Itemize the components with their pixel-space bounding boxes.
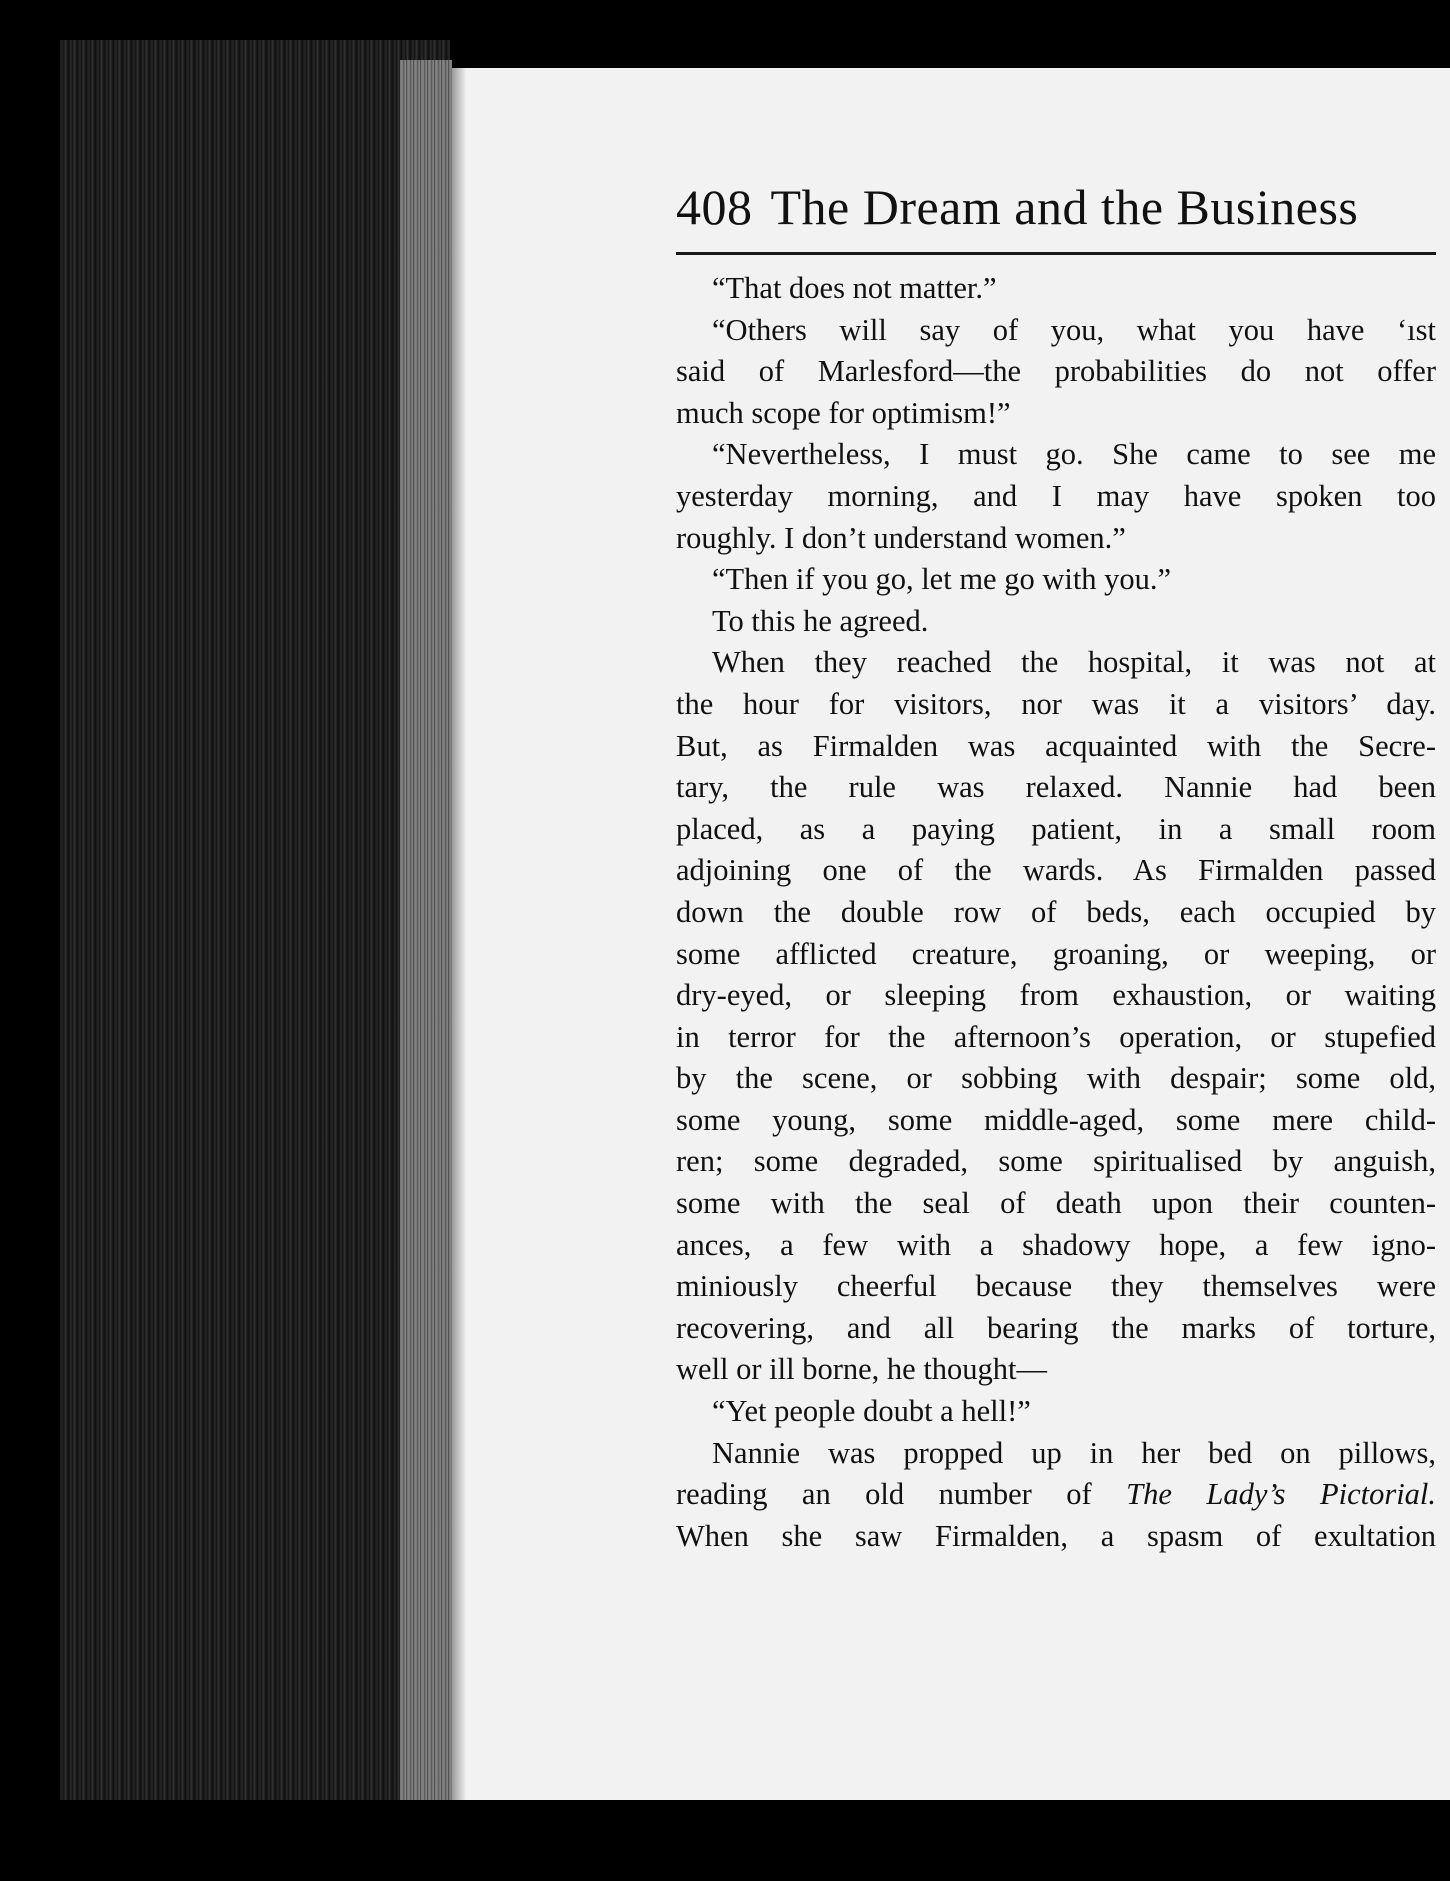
text-line: recovering, and all bearing the marks of torture, xyxy=(676,1310,1436,1345)
text-line: Nannie was propped up in her bed on pillows, xyxy=(712,1435,1436,1470)
body-text xyxy=(676,268,1436,1557)
text-line: “That does not matter.” xyxy=(712,271,997,305)
text-line: placed, as a paying patient, in a small room xyxy=(676,811,1436,846)
text-line: “Nevertheless, I must go. She came to see me xyxy=(712,437,1436,472)
text-line: in terror for the afternoon’s operation, or stupefied xyxy=(676,1019,1436,1054)
text-line: When she saw Firmalden, a spasm of exultation xyxy=(676,1518,1436,1553)
text-line: by the scene, or sobbing with despair; some old, xyxy=(676,1061,1436,1096)
text-fragment: reading an old number of xyxy=(676,1477,1092,1512)
text-line: some young, some middle-aged, some mere child- xyxy=(676,1102,1436,1137)
book-fore-edge xyxy=(400,60,452,1800)
text-line: miniously cheerful because they themselves were xyxy=(676,1269,1436,1304)
text-line: said of Marlesford—the probabilities do not offer xyxy=(676,354,1436,389)
periodical-title: The Lady’s Pictorial. xyxy=(1126,1477,1436,1512)
book-page-stack xyxy=(60,40,450,1800)
text-line: some with the seal of death upon their counten- xyxy=(676,1186,1436,1221)
text-line: yesterday morning, and I may have spoken too xyxy=(676,478,1436,513)
text-line: some afflicted creature, groaning, or weeping, or xyxy=(676,936,1436,971)
text-line: ances, a few with a shadowy hope, a few igno- xyxy=(676,1227,1436,1262)
text-line: dry-eyed, or sleeping from exhaustion, or waiting xyxy=(676,978,1436,1013)
text-line: well or ill borne, he thought— xyxy=(676,1352,1048,1387)
text-line: tary, the rule was relaxed. Nannie had been xyxy=(676,770,1436,805)
text-line: adjoining one of the wards. As Firmalden passed xyxy=(676,853,1436,888)
page-gutter-shadow xyxy=(452,68,466,1800)
text-line: down the double row of beds, each occupied by xyxy=(676,894,1436,929)
text-line: To this he agreed. xyxy=(712,603,929,638)
text-line: the hour for visitors, nor was it a visitors’ day. xyxy=(676,686,1436,721)
text-line: much scope for optimism!” xyxy=(676,395,1011,430)
header-rule xyxy=(676,252,1436,255)
text-line: When they reached the hospital, it was not at xyxy=(712,645,1436,680)
running-title: The Dream and the Business xyxy=(770,179,1359,235)
text-line: “Then if you go, let me go with you.” xyxy=(712,562,1172,597)
text-line: But, as Firmalden was acquainted with the Secre- xyxy=(676,728,1436,763)
text-line: roughly. I don’t understand women.” xyxy=(676,520,1126,555)
text-line: “Others will say of you, what you have ‘ıst xyxy=(712,312,1436,347)
running-header xyxy=(676,178,1436,236)
page-number: 408 xyxy=(676,179,753,235)
text-line: ren; some degraded, some spiritualised by anguish, xyxy=(676,1144,1436,1179)
text-line xyxy=(676,1474,1436,1516)
text-line: “Yet people doubt a hell!” xyxy=(712,1394,1031,1429)
